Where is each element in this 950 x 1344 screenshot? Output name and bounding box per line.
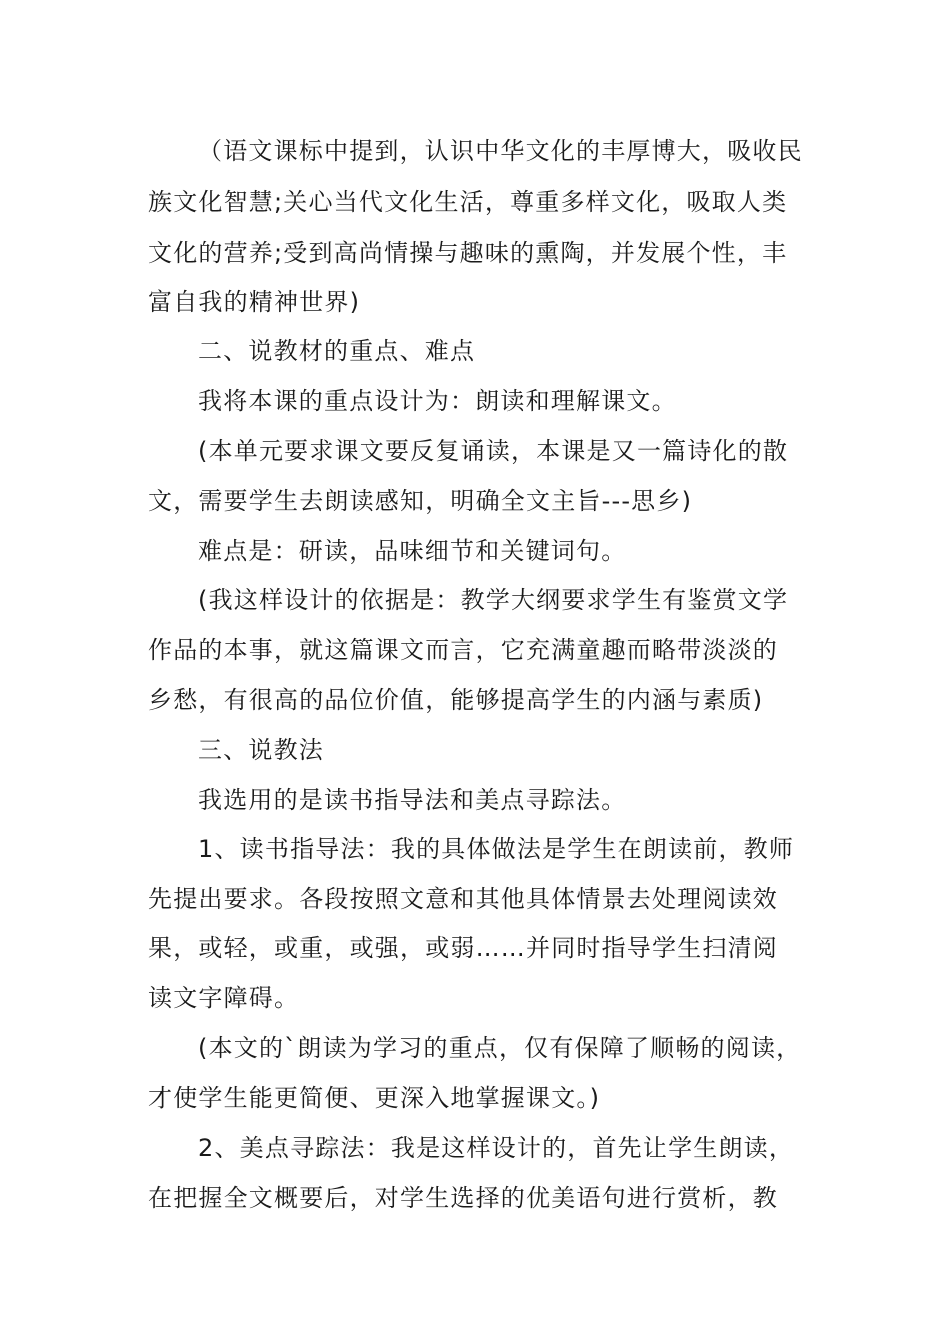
paragraph-line: 作品的本事，就这篇课文而言，它充满童趣而略带淡淡的 — [148, 636, 778, 664]
paragraph-line: （语文课标中提到，认识中华文化的丰厚博大，吸收民 — [198, 137, 803, 165]
paragraph-line: 难点是：研读，品味细节和关键词句。 — [198, 537, 627, 565]
paragraph-line: 我选用的是读书指导法和美点寻踪法。 — [198, 786, 627, 814]
paragraph-line: (本单元要求课文要反复诵读，本课是又一篇诗化的散 — [198, 437, 789, 465]
paragraph-line: 果，或轻，或重，或强，或弱……并同时指导学生扫清阅 — [148, 934, 778, 962]
paragraph-line: (我这样设计的依据是：教学大纲要求学生有鉴赏文学 — [198, 586, 789, 614]
paragraph-line: 乡愁，有很高的品位价值，能够提高学生的内涵与素质) — [148, 686, 764, 714]
paragraph-line: 读文字障碍。 — [148, 984, 300, 1012]
section-heading: 三、说教法 — [198, 736, 324, 764]
paragraph-line: 我将本课的重点设计为：朗读和理解课文。 — [198, 387, 677, 415]
paragraph-line: 文化的营养;受到高尚情操与趣味的熏陶，并发展个性，丰 — [148, 239, 788, 267]
paragraph-line: 在把握全文概要后，对学生选择的优美语句进行赏析，教 — [148, 1184, 778, 1212]
paragraph-line: 族文化智慧;关心当代文化生活，尊重多样文化，吸取人类 — [148, 188, 788, 216]
paragraph-line: 才使学生能更简便、更深入地掌握课文。) — [148, 1084, 601, 1112]
paragraph-line: 富自我的精神世界) — [148, 288, 361, 316]
paragraph-line: 1、读书指导法：我的具体做法是学生在朗读前，教师 — [198, 835, 795, 863]
paragraph-line: 2、美点寻踪法：我是这样设计的，首先让学生朗读， — [198, 1134, 795, 1162]
paragraph-line: 文，需要学生去朗读感知，明确全文主旨---思乡) — [148, 487, 693, 515]
paragraph-line: (本文的`朗读为学习的重点，仅有保障了顺畅的阅读， — [198, 1034, 802, 1062]
document-body — [148, 0, 808, 1344]
paragraph-line: 先提出要求。各段按照文意和其他具体情景去处理阅读效 — [148, 885, 778, 913]
section-heading: 二、说教材的重点、难点 — [198, 337, 476, 365]
